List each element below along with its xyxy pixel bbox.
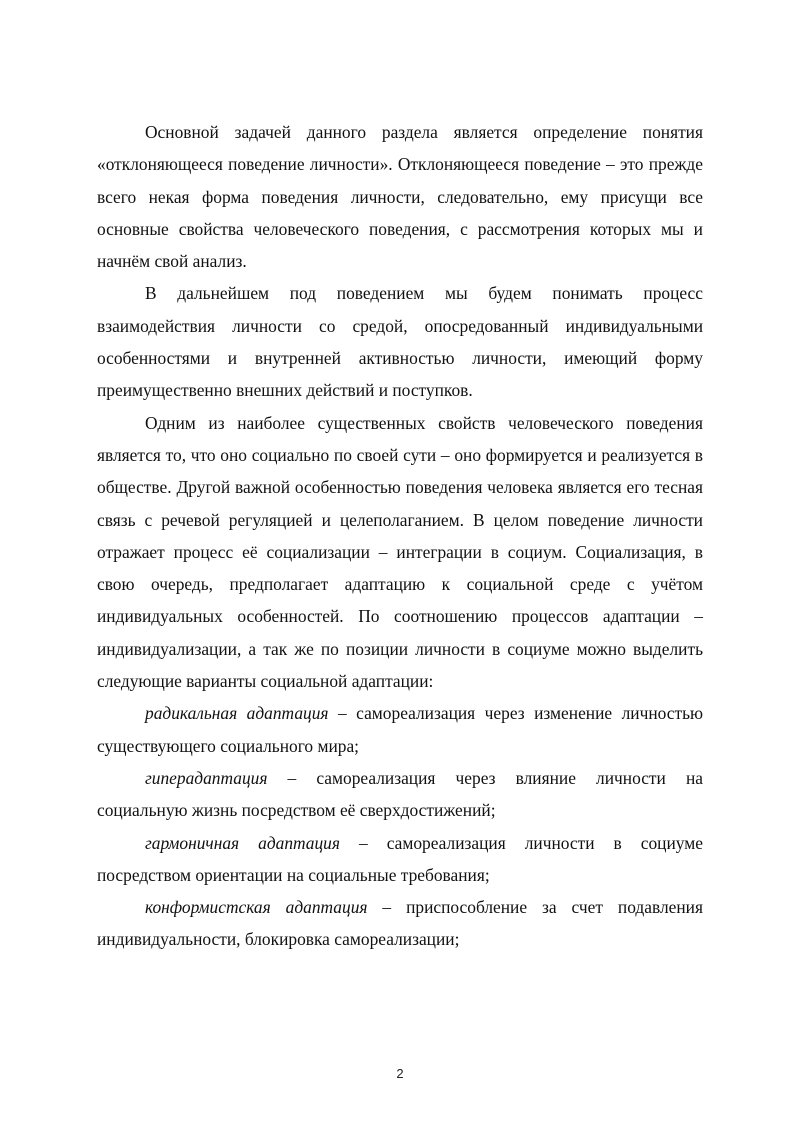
list-item-conformist-adaptation [97, 891, 703, 956]
definition-conformist-adaptation: – приспособление за счет подавления индивидуальности, блокировка самореализации; [97, 897, 703, 950]
definition-radical-adaptation: – самореализация через изменение личностью существующего социального мира; [97, 703, 704, 756]
definition-hyperadaptation: – самореализация через влияние личности на социальную жизнь посредством её сверхдостижений; [97, 767, 703, 821]
list-item-hyperadaptation [97, 762, 703, 827]
paragraph-social-properties: Одним из наиболее существенных свойств человеческого поведения является то, что оно социально по своей сути – оно формируется и реализуется в обществе. Другой важной особенностью поведения человека является его тесная связь с речевой регуляцией и целеполаганием. В целом поведение личности отражает процесс её социализации – интеграции в социум. Социализация, в свою очередь, предполагает адаптацию к социальной среде с учётом индивидуальных особенностей. По соотношению процессов адаптации – индивидуализации, а так же по позиции личности в социуме можно выделить следующие варианты социальной адаптации: [97, 412, 703, 692]
term-hyperadaptation: гиперадаптация [145, 767, 268, 788]
paragraph-behavior-definition: В дальнейшем под поведением мы будем понимать процесс взаимодействия личности со средой, опосредованный индивидуальными особенностями и внутренней активностью личности, имеющий форму преимущественно внешних действий и поступков. [97, 283, 703, 401]
page-number: 2 [396, 1066, 404, 1081]
term-radical-adaptation: радикальная адаптация [145, 703, 329, 724]
list-item-radical-adaptation [97, 697, 703, 762]
definition-harmonious-adaptation: – самореализация личности в социуме посредством ориентации на социальные требования; [97, 832, 703, 885]
document-page [97, 116, 703, 956]
term-conformist-adaptation: конформистская адаптация [145, 897, 368, 918]
list-item-harmonious-adaptation [97, 827, 703, 892]
paragraph-intro: Основной задачей данного раздела является определение понятия «отклоняющееся поведение личности». Отклоняющееся поведение – это прежде всего некая форма поведения личности, следовательно, ему присущи все основные свойства человеческого поведения, с рассмотрения которых мы и начнём свой анализ. [97, 122, 703, 272]
term-harmonious-adaptation: гармоничная адаптация [145, 832, 340, 853]
